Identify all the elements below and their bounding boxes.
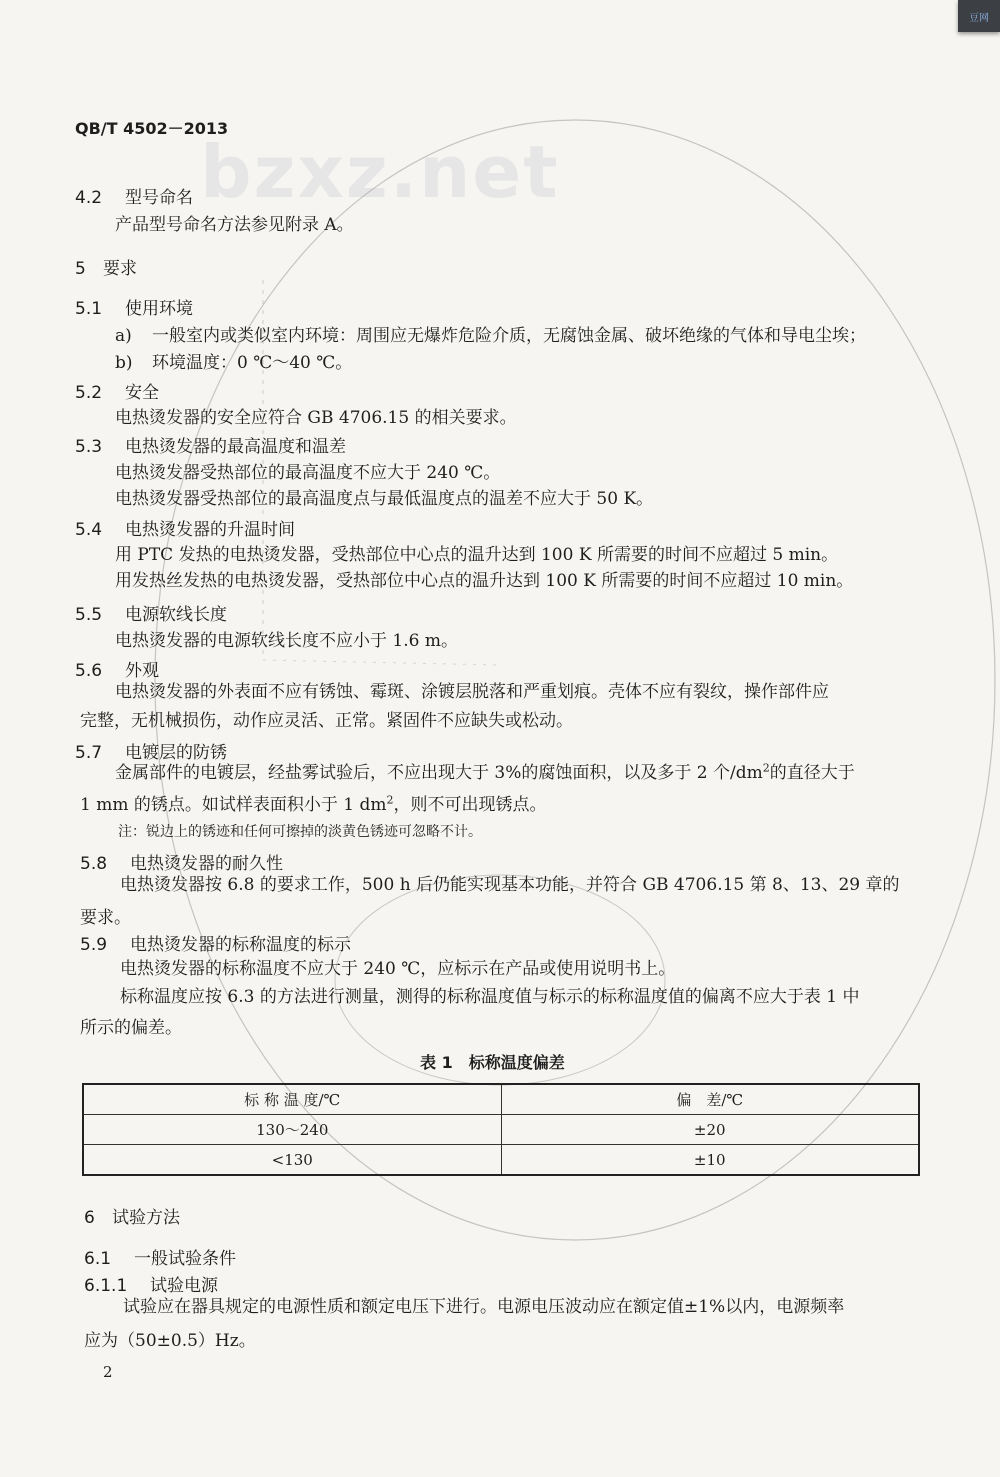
paragraph: 电热烫发器按 6.8 的要求工作，500 h 后仍能实现基本功能，并符合 GB 4706.15 第 8、13、29 章的	[120, 875, 900, 895]
table-cell: 130～240	[83, 1115, 501, 1145]
section-5-heading	[75, 254, 137, 279]
watermark-text: bzxz.net	[200, 130, 560, 214]
section-title: 电热烫发器的耐久性	[130, 854, 283, 874]
list-label: a)	[115, 326, 132, 346]
section-6-heading	[84, 1203, 180, 1228]
table-header-cell: 偏 差/℃	[501, 1084, 919, 1115]
section-number: 5.9	[80, 935, 108, 955]
note: 注：锐边上的锈迹和任何可擦掉的淡黄色锈迹可忽略不计。	[118, 824, 482, 840]
text-run: ，则不可出现锈点。	[393, 795, 547, 815]
paragraph: 电热烫发器的外表面不应有锈蚀、霉斑、涂镀层脱落和严重划痕。壳体不应有裂纹，操作部件应	[115, 682, 829, 702]
paragraph: 电热烫发器的安全应符合 GB 4706.15 的相关要求。	[115, 408, 517, 428]
page-number: 2	[103, 1363, 113, 1381]
paragraph: 所示的偏差。	[80, 1018, 182, 1038]
paragraph: 标称温度应按 6.3 的方法进行测量，测得的标称温度值与标示的标称温度值的偏离不应大于表 1 中	[120, 987, 860, 1007]
section-title: 安全	[125, 383, 159, 403]
table-caption: 表 1 标称温度偏差	[420, 1053, 565, 1072]
table-row	[83, 1115, 919, 1145]
section-5-9-heading	[80, 930, 351, 955]
paragraph	[115, 758, 855, 783]
section-number: 5.8	[80, 854, 108, 874]
text-run: 的直径大于	[769, 763, 855, 783]
list-item-b	[115, 348, 352, 373]
paragraph: 产品型号命名方法参见附录 A。	[115, 215, 354, 235]
list-text: 一般室内或类似室内环境：周围应无爆炸危险介质，无腐蚀金属、破坏绝缘的气体和导电尘埃；	[152, 326, 866, 346]
list-text: 环境温度：0 ℃～40 ℃。	[152, 353, 353, 373]
list-label: b)	[115, 353, 133, 373]
table-row	[83, 1145, 919, 1176]
table-cell: ±20	[501, 1115, 919, 1145]
section-title: 型号命名	[125, 188, 193, 208]
text-run: 1 mm 的锈点。如试样表面积小于 1 dm	[80, 795, 387, 815]
section-5-5-heading	[75, 600, 227, 625]
section-title: 试验电源	[150, 1276, 218, 1296]
list-item-a	[115, 321, 866, 346]
section-6-1-heading	[84, 1244, 236, 1269]
section-number: 6.1	[84, 1249, 112, 1269]
section-number: 5.6	[75, 661, 103, 681]
section-title: 电热烫发器的最高温度和温差	[125, 437, 346, 457]
section-number: 5.3	[75, 437, 103, 457]
table-header-cell: 标 称 温 度/℃	[83, 1084, 501, 1115]
section-number: 6.1.1	[84, 1276, 128, 1296]
table-cell: <130	[83, 1145, 501, 1176]
section-number: 6	[84, 1208, 95, 1228]
section-title: 电热烫发器的升温时间	[125, 520, 295, 540]
superscript: 2	[386, 793, 394, 807]
section-number: 5.2	[75, 383, 103, 403]
table-cell: ±10	[501, 1145, 919, 1176]
section-title: 电热烫发器的标称温度的标示	[130, 935, 351, 955]
section-title: 电镀层的防锈	[125, 743, 227, 763]
section-title: 要求	[103, 259, 137, 279]
paragraph	[80, 790, 547, 815]
section-5-3-heading	[75, 432, 346, 457]
standard-code: QB/T 4502－2013	[75, 119, 229, 138]
paragraph: 电热烫发器受热部位的最高温度不应大于 240 ℃。	[115, 463, 501, 483]
paragraph: 试验应在器具规定的电源性质和额定电压下进行。电源电压波动应在额定值±1%以内，电源频率	[123, 1297, 845, 1317]
paragraph: 完整，无机械损伤，动作应灵活、正常。紧固件不应缺失或松动。	[80, 711, 573, 731]
paragraph: 应为（50±0.5）Hz。	[84, 1331, 256, 1351]
text-run: 金属部件的电镀层，经盐雾试验后，不应出现大于 3%的腐蚀面积，以及多于 2 个/dm	[115, 763, 763, 783]
section-title: 使用环境	[125, 299, 193, 319]
paragraph: 电热烫发器受热部位的最高温度点与最低温度点的温差不应大于 50 K。	[115, 489, 654, 509]
section-number: 5.4	[75, 520, 103, 540]
section-title: 电源软线长度	[125, 605, 227, 625]
paragraph: 要求。	[80, 908, 131, 928]
table-header-row	[83, 1084, 919, 1115]
section-title: 一般试验条件	[134, 1249, 236, 1269]
section-number: 5	[75, 259, 86, 279]
paragraph: 用 PTC 发热的电热烫发器，受热部位中心点的温升达到 100 K 所需要的时间不应超过 5 min。	[115, 545, 839, 565]
corner-button[interactable]: 豆网	[958, 0, 1000, 32]
section-5-1-heading	[75, 294, 193, 319]
section-5-4-heading	[75, 515, 295, 540]
superscript: 2	[762, 761, 770, 775]
section-4-2-heading	[75, 183, 193, 208]
section-title: 试验方法	[112, 1208, 180, 1228]
table-1	[82, 1083, 920, 1176]
section-number: 5.5	[75, 605, 103, 625]
section-number: 4.2	[75, 188, 103, 208]
paragraph: 电热烫发器的电源软线长度不应小于 1.6 m。	[115, 631, 458, 651]
paragraph: 电热烫发器的标称温度不应大于 240 ℃，应标示在产品或使用说明书上。	[120, 959, 676, 979]
paragraph: 用发热丝发热的电热烫发器，受热部位中心点的温升达到 100 K 所需要的时间不应超过 10 min。	[115, 571, 854, 591]
section-number: 5.1	[75, 299, 103, 319]
section-title: 外观	[125, 661, 159, 681]
section-5-2-heading	[75, 378, 159, 403]
section-number: 5.7	[75, 743, 103, 763]
